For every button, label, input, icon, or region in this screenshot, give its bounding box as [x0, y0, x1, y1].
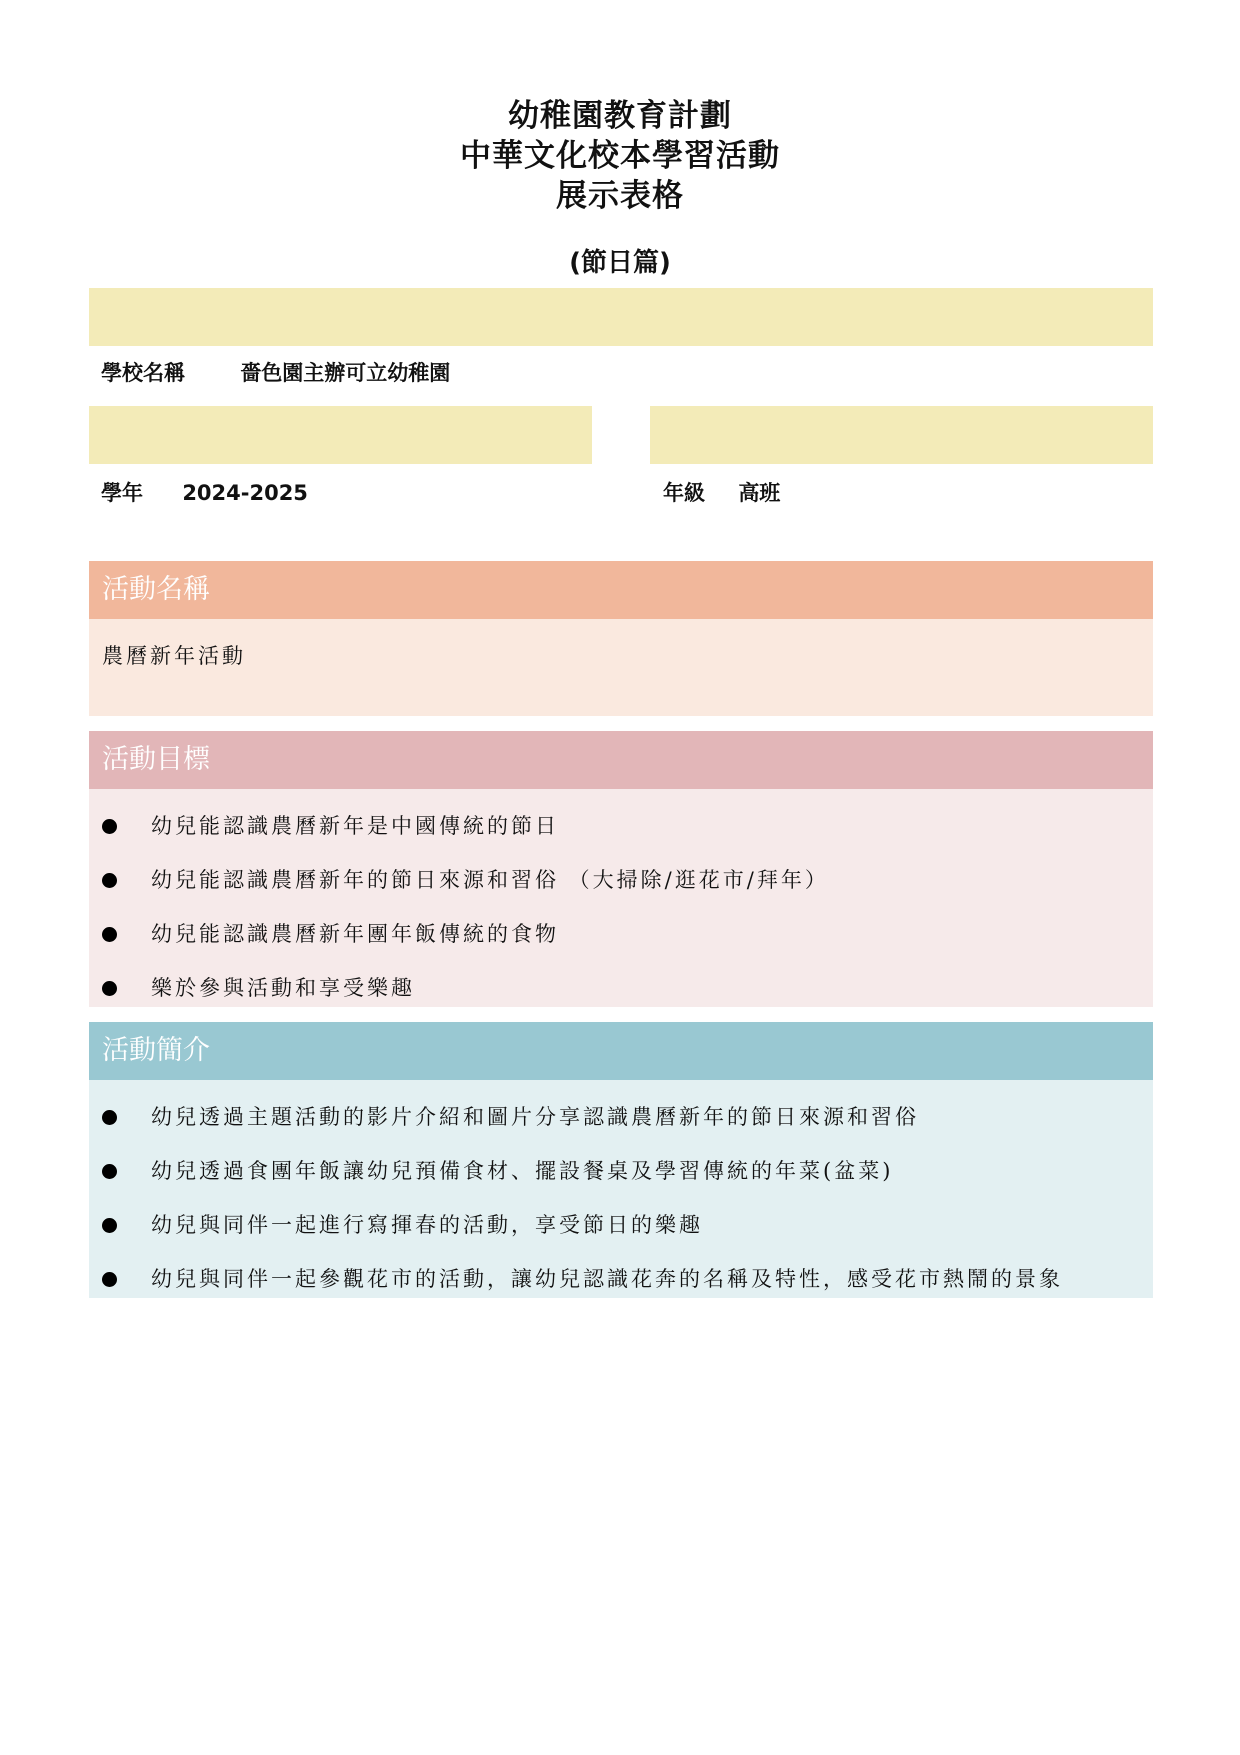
list-item — [89, 1198, 1153, 1252]
objective-text: 幼兒能認識農曆新年團年飯傳統的食物 — [151, 922, 559, 946]
objective-text: 幼兒能認識農曆新年是中國傳統的節日 — [151, 814, 559, 838]
title-line-3: 展示表格 — [556, 178, 684, 214]
document-subtitle: (節日篇) — [569, 248, 671, 278]
document-title — [0, 96, 1240, 216]
school-year-value: 2024-2025 — [182, 481, 308, 505]
school-name-bar — [89, 288, 1153, 346]
list-item — [89, 1144, 1153, 1198]
objective-text: 樂於參與活動和享受樂趣 — [151, 976, 415, 1000]
school-name-label: 學校名稱 — [101, 361, 185, 385]
list-item — [89, 1090, 1153, 1144]
school-name-row — [101, 358, 450, 388]
bullet-icon — [102, 981, 117, 996]
bullet-icon — [102, 1218, 117, 1233]
school-year-label: 學年 — [101, 481, 143, 505]
grade-row — [663, 478, 780, 508]
introduction-text: 幼兒透過食團年飯讓幼兒預備食材、擺設餐桌及學習傳統的年菜(盆菜) — [151, 1159, 894, 1183]
list-item — [89, 1252, 1153, 1306]
school-name-value: 嗇色園主辦可立幼稚園 — [240, 361, 451, 385]
bullet-icon — [102, 1164, 117, 1179]
activity-name-body — [89, 619, 1153, 716]
introduction-text: 幼兒透過主題活動的影片介紹和圖片分享認識農曆新年的節日來源和習俗 — [151, 1105, 919, 1129]
introduction-text: 幼兒與同伴一起進行寫揮春的活動，享受節日的樂趣 — [151, 1213, 703, 1237]
objectives-list — [89, 799, 1153, 1015]
bullet-icon — [102, 873, 117, 888]
title-line-1: 幼稚園教育計劃 — [508, 98, 732, 134]
bullet-icon — [102, 1272, 117, 1287]
grade-bar — [650, 406, 1153, 464]
objectives-body — [89, 789, 1153, 1007]
bullet-icon — [102, 819, 117, 834]
activity-name-value: 農曆新年活動 — [102, 644, 246, 668]
school-year-row — [101, 478, 308, 508]
list-item — [89, 961, 1153, 1015]
introduction-list — [89, 1090, 1153, 1306]
introduction-text: 幼兒與同伴一起參觀花市的活動，讓幼兒認識花奔的名稱及特性，感受花市熱鬧的景象 — [151, 1267, 1063, 1291]
introduction-header: 活動簡介 — [89, 1022, 1153, 1080]
bullet-icon — [102, 1110, 117, 1125]
list-item — [89, 799, 1153, 853]
grade-value: 高班 — [738, 481, 781, 505]
title-line-2: 中華文化校本學習活動 — [460, 138, 780, 174]
grade-label: 年級 — [663, 481, 705, 505]
activity-name-header: 活動名稱 — [89, 561, 1153, 619]
introduction-body — [89, 1080, 1153, 1298]
bullet-icon — [102, 927, 117, 942]
objective-text: 幼兒能認識農曆新年的節日來源和習俗 （大掃除/逛花市/拜年） — [151, 868, 829, 892]
list-item — [89, 907, 1153, 961]
list-item — [89, 853, 1153, 907]
objectives-header: 活動目標 — [89, 731, 1153, 789]
school-year-bar — [89, 406, 592, 464]
